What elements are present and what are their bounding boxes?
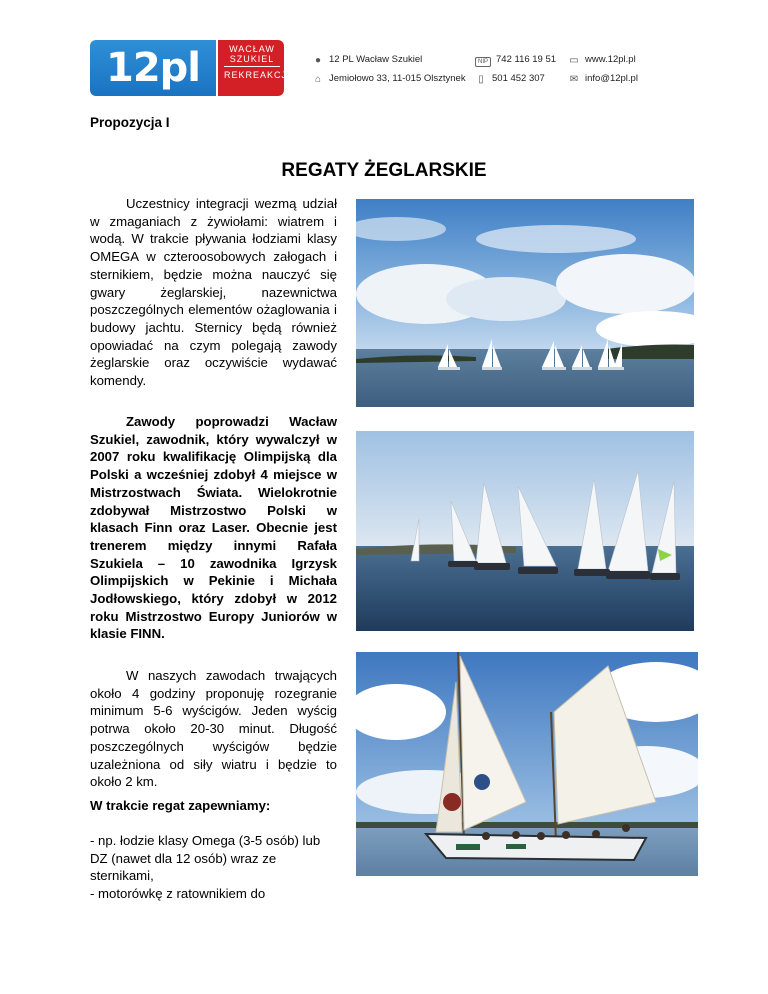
computer-icon: ▭ bbox=[569, 55, 579, 66]
regatta-photo-1 bbox=[356, 199, 694, 407]
letterhead bbox=[90, 40, 650, 98]
provide-item-boats: - np. łodzie klasy Omega (3-5 osób) lub DZ (nawet dla 12 osób) wraz ze sternikami, bbox=[90, 833, 321, 884]
person-icon: ● bbox=[314, 55, 322, 66]
section-label: Propozycja I bbox=[90, 115, 170, 130]
provide-item-motorboat: - motorówkę z ratownikiem do bbox=[90, 886, 266, 901]
phone-number: ▯ 501 452 307 bbox=[475, 73, 545, 85]
race-details-paragraph: W naszych zawodach trwających około 4 godziny proponuję rozegranie minimum 5-6 wyścigów. Jeden wyścig potrwa około 20-30 minut. Długość poszczególnych wyścigów będzie uzależniona od siły wiatru i będzie to około 2 km. bbox=[90, 668, 337, 790]
organizer-paragraph: Zawody poprowadzi Wacław Szukiel, zawodnik, który wywalczył w 2007 roku kwalifikację Olimpijską dla Polski a wcześniej zdobył 4 miejsce w Mistrzostwach Świata. Wielokrotnie zdobywał Mistrzostwo Polski w klasach Finn oraz Laser. Obecnie jest trenerem między innymi Rafała Szukiela – 10 zawodnika Igrzysk Olimpijskich w Pekinie i Michała Jodłowskiego, który zdobył w 2012 roku Mistrzostwo Europy Juniorów w klasie FINN. bbox=[90, 414, 337, 642]
phone-icon: ▯ bbox=[478, 74, 484, 85]
website-link[interactable]: ▭ www.12pl.pl bbox=[569, 54, 636, 66]
home-icon: ⌂ bbox=[314, 74, 322, 85]
logo-badge bbox=[218, 40, 298, 96]
provide-heading: W trakcie regat zapewniamy: bbox=[90, 798, 271, 813]
nip-icon: NIP bbox=[475, 57, 491, 67]
page-title: REGATY ŻEGLARSKIE bbox=[281, 160, 487, 181]
regatta-photo-2 bbox=[356, 431, 694, 631]
email-link[interactable]: ✉ info@12pl.pl bbox=[569, 73, 638, 85]
company-logo: 12pl bbox=[90, 40, 216, 96]
company-name: ● 12 PL Wacław Szukiel bbox=[312, 54, 422, 66]
intro-paragraph: Uczestnicy integracji wezmą udział w zmaganiach z żywiołami: wiatrem i wodą. W trakcie pływania łodziami klasy OMEGA w czteroosobowych załogach i sternikiem, będzie można nauczyć się gwary żeglarskiej, nazewnictwa poszczególnych elementów ożaglowania i budowy jachtu. Sternicy będą również opowiadać na czym polegają zawody żeglarskie oraz oczywiście wydawać komendy. bbox=[90, 196, 337, 389]
envelope-icon: ✉ bbox=[569, 74, 579, 85]
logo-name: WACŁAW SZUKIEL bbox=[224, 44, 280, 67]
nip-number: NIP 742 116 19 51 bbox=[475, 54, 556, 67]
regatta-photo-3 bbox=[356, 652, 698, 876]
address: ⌂ Jemiołowo 33, 11-015 Olsztynek bbox=[312, 73, 466, 85]
logo-tagline: REKREAKCJA! bbox=[224, 70, 298, 80]
